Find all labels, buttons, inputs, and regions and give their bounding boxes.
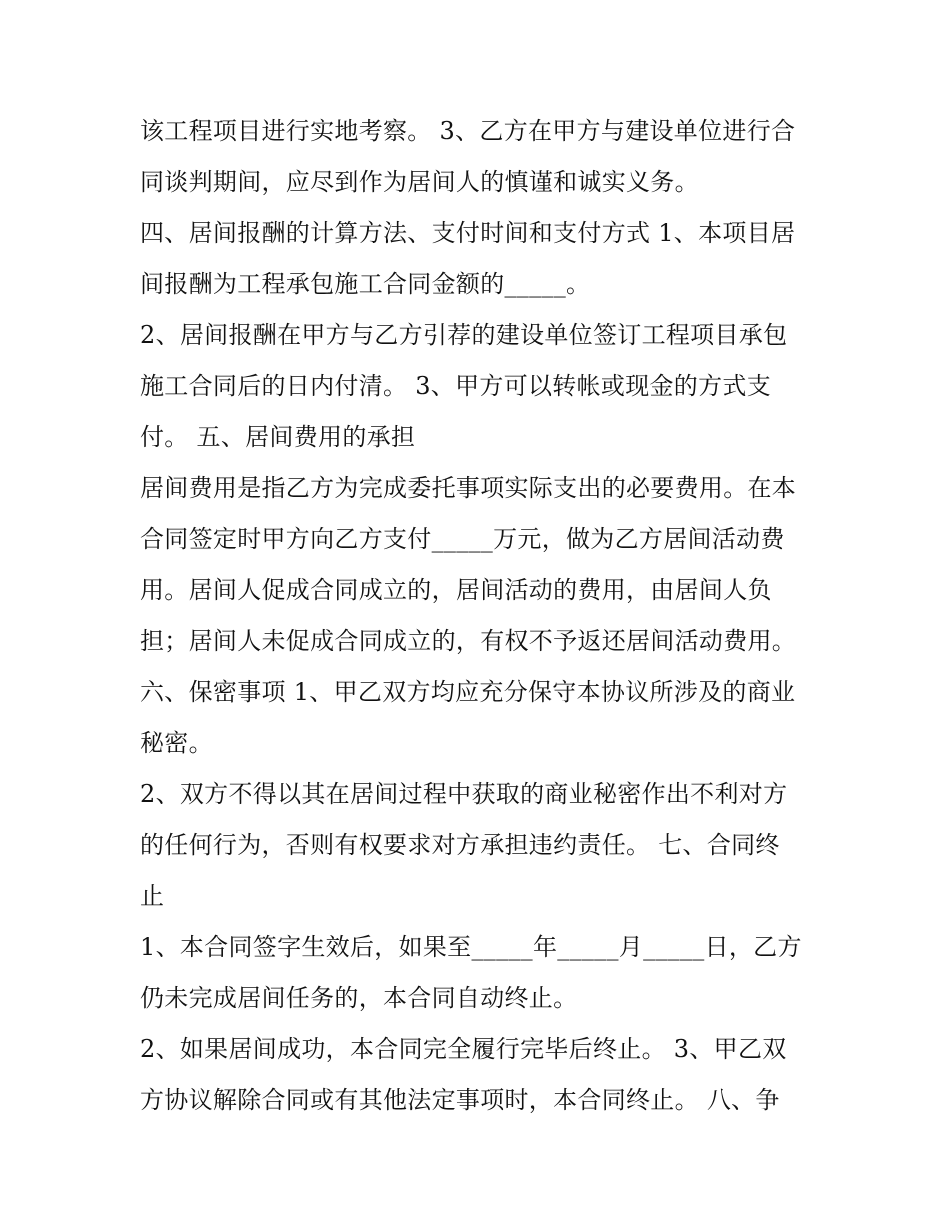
- text-line: 方协议解除合同或有其他法定事项时，本合同终止。 八、争: [140, 1086, 780, 1114]
- text-line: 2、如果居间成功，本合同完全履行完毕后终止。 3、甲乙双: [140, 1035, 787, 1063]
- text-line: 四、居间报酬的计算方法、支付时间和支付方式 1、本项目居: [140, 219, 796, 247]
- text-line: 止: [140, 882, 165, 910]
- text-line: 秘密。: [140, 729, 213, 757]
- text-line: 六、保密事项 1、甲乙双方均应充分保守本协议所涉及的商业: [140, 678, 796, 706]
- text-line: 2、双方不得以其在居间过程中获取的商业秘密作出不利对方: [140, 780, 788, 808]
- text-line: 居间费用是指乙方为完成委托事项实际支出的必要费用。在本: [140, 474, 797, 502]
- text-line: 合同签定时甲方向乙方支付_____万元，做为乙方居间活动费: [140, 525, 785, 553]
- text-line: 2、居间报酬在甲方与乙方引荐的建设单位签订工程项目承包: [140, 321, 788, 349]
- text-line: 仍未完成居间任务的，本合同自动终止。: [140, 984, 578, 1012]
- text-line: 间报酬为工程承包施工合同金额的_____。: [140, 270, 591, 298]
- text-line: 1、本合同签字生效后，如果至_____年_____月_____日，乙方: [140, 933, 802, 961]
- text-line: 用。居间人促成合同成立的，居间活动的费用，由居间人负: [140, 576, 772, 604]
- text-line: 付。 五、居间费用的承担: [140, 423, 416, 451]
- text-line: 同谈判期间，应尽到作为居间人的慎谨和诚实义务。: [140, 168, 699, 196]
- text-line: 担；居间人未促成合同成立的，有权不予返还居间活动费用。: [140, 627, 797, 655]
- text-line: 该工程项目进行实地考察。 3、乙方在甲方与建设单位进行合: [140, 117, 796, 145]
- text-line: 的任何行为，否则有权要求对方承担违约责任。 七、合同终: [140, 831, 780, 859]
- text-line: 施工合同后的日内付清。 3、甲方可以转帐或现金的方式支: [140, 372, 771, 400]
- contract-body: [140, 106, 830, 1126]
